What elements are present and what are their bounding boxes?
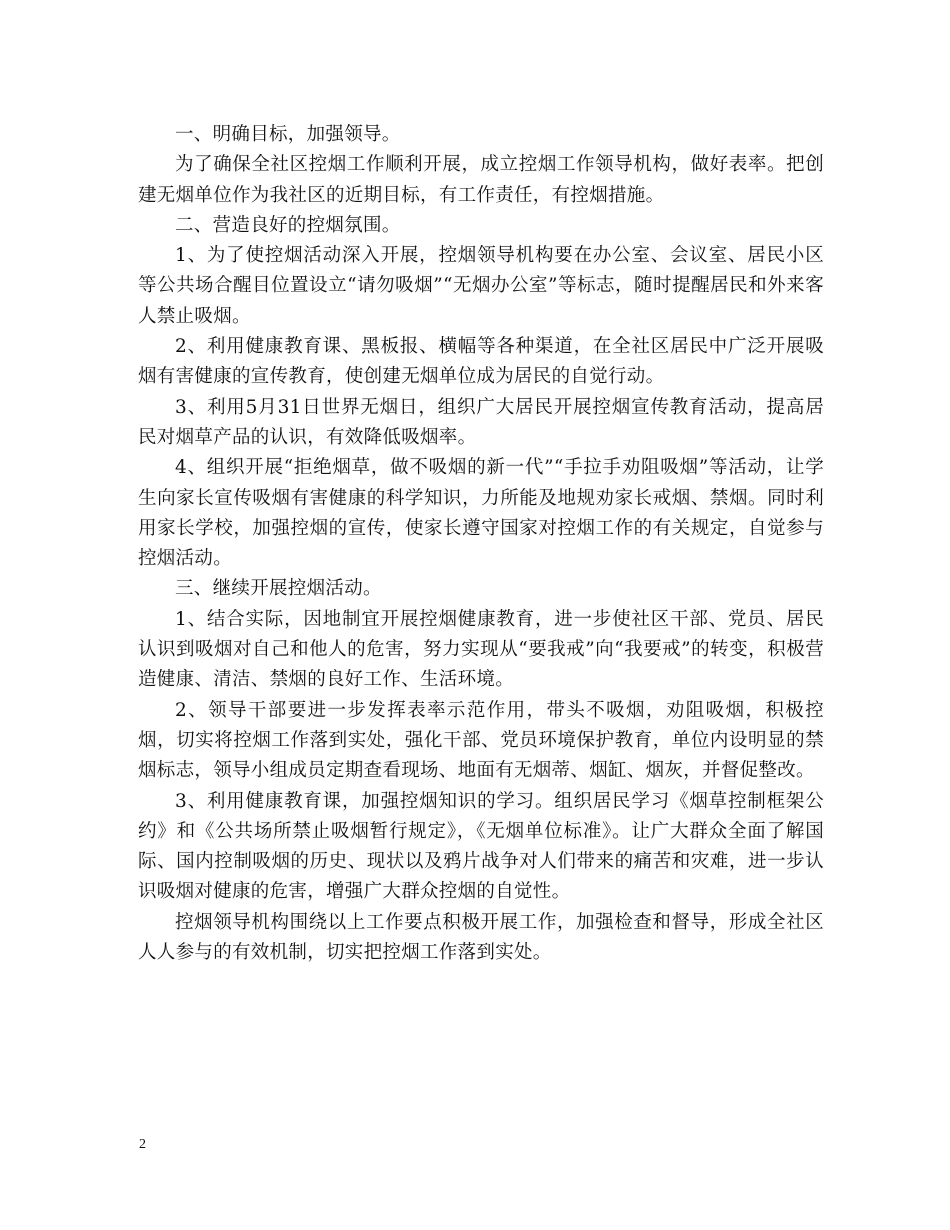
paragraph: 3、利用5月31日世界无烟日，组织广大居民开展控烟宣传教育活动，提高居民对烟草产品的认识，有效降低吸烟率。 (138, 396, 824, 448)
body-text (138, 120, 824, 968)
paragraph: 为了确保全社区控烟工作顺利开展，成立控烟工作领导机构，做好表率。把创建无烟单位作为我社区的近期目标，有工作责任，有控烟措施。 (138, 154, 824, 206)
paragraph: 3、利用健康教育课，加强控烟知识的学习。组织居民学习《烟草控制框架公约》和《公共场所禁止吸烟暂行规定》，《无烟单位标准》。让广大群众全面了解国际、国内控制吸烟的历史、现状以及鸦片战争对人们带来的痛苦和灾难，进一步认识吸烟对健康的危害，增强广大群众控烟的自觉性。 (138, 790, 824, 903)
section-heading-2: 二、营造良好的控烟氛围。 (175, 214, 401, 236)
paragraph: 2、利用健康教育课、黑板报、横幅等各种渠道，在全社区居民中广泛开展吸烟有害健康的宣传教育，使创建无烟单位成为居民的自觉行动。 (138, 336, 824, 388)
paragraph: 4、组织开展“拒绝烟草，做不吸烟的新一代”“手拉手劝阻吸烟”等活动，让学生向家长宣传吸烟有害健康的科学知识，力所能及地规劝家长戒烟、禁烟。同时利用家长学校，加强控烟的宣传，使家长遵守国家对控烟工作的有关规定，自觉参与控烟活动。 (138, 457, 824, 570)
section-heading-3: 三、继续开展控烟活动。 (175, 578, 382, 600)
page-number: 2 (139, 1137, 146, 1152)
closing-paragraph: 控烟领导机构围绕以上工作要点积极开展工作，加强检查和督导，形成全社区人人参与的有效机制，切实把控烟工作落到实处。 (138, 911, 824, 964)
paragraph: 2、领导干部要进一步发挥表率示范作用，带头不吸烟，劝阻吸烟，积极控烟，切实将控烟工作落到实处，强化干部、党员环境保护教育，单位内设明显的禁烟标志，领导小组成员定期查看现场、地面有无烟蒂、烟缸、烟灰，并督促整改。 (138, 699, 824, 782)
paragraph: 1、结合实际，因地制宜开展控烟健康教育，进一步使社区干部、党员、居民认识到吸烟对自己和他人的危害，努力实现从“要我戒”向“我要戒”的转变，积极营造健康、清洁、禁烟的良好工作、生活环境。 (138, 608, 824, 691)
section-heading-1: 一、明确目标，加强领导。 (175, 124, 401, 145)
paragraph: 1、为了使控烟活动深入开展，控烟领导机构要在办公室、会议室、居民小区等公共场合醒目位置设立“请勿吸烟”“无烟办公室”等标志，随时提醒居民和外来客人禁止吸烟。 (138, 245, 824, 327)
